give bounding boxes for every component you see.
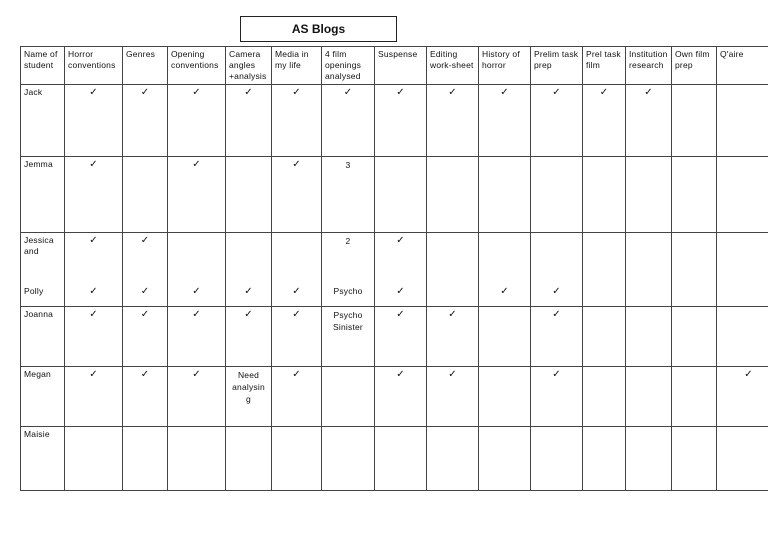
header-row [21, 47, 768, 85]
check-icon: ✓ [448, 87, 457, 98]
check-icon: ✓ [644, 87, 653, 98]
table-row [21, 307, 768, 367]
tick-cell [168, 367, 226, 427]
note-cell [322, 279, 375, 307]
tick-cell [375, 367, 427, 427]
check-icon: ✓ [140, 235, 150, 246]
empty-cell [272, 233, 322, 279]
check-icon: ✓ [89, 309, 98, 320]
table-row [21, 367, 768, 427]
check-icon: ✓ [89, 369, 98, 380]
tick-cell [427, 367, 479, 427]
empty-cell [583, 233, 626, 279]
check-icon: ✓ [89, 285, 98, 297]
empty-cell [322, 367, 375, 427]
empty-cell [272, 427, 322, 491]
column-header: Prelim task prep [531, 47, 583, 85]
empty-cell [427, 233, 479, 279]
column-header: Institution research [626, 47, 672, 85]
empty-cell [583, 367, 626, 427]
column-header: Name of student [21, 47, 65, 85]
empty-cell [123, 427, 168, 491]
empty-cell [427, 157, 479, 233]
column-header: Suspense [375, 47, 427, 85]
column-header: Prel task film [583, 47, 626, 85]
tick-cell [65, 85, 123, 157]
empty-cell [717, 233, 768, 279]
table-row [21, 279, 768, 307]
tick-cell [272, 85, 322, 157]
column-header: Opening conventions [168, 47, 226, 85]
check-icon: ✓ [396, 369, 405, 380]
empty-cell [375, 427, 427, 491]
empty-cell [479, 233, 531, 279]
check-icon: ✓ [396, 87, 405, 98]
check-icon: ✓ [140, 87, 150, 98]
check-icon: ✓ [599, 87, 609, 98]
column-header: Media in my life [272, 47, 322, 85]
student-name: Jessica and [21, 233, 65, 279]
tick-cell [479, 85, 531, 157]
tick-cell [168, 157, 226, 233]
tick-cell [123, 85, 168, 157]
check-icon: ✓ [89, 87, 98, 98]
tick-cell [65, 233, 123, 279]
cell-note: Need analysin g [232, 370, 265, 404]
table-row [21, 233, 768, 279]
column-header: History of horror [479, 47, 531, 85]
student-name: Polly [21, 279, 65, 307]
tick-cell [272, 367, 322, 427]
check-icon: ✓ [552, 285, 561, 297]
check-icon: ✓ [448, 369, 457, 380]
tick-cell [531, 85, 583, 157]
check-icon: ✓ [552, 87, 561, 98]
tick-cell [427, 307, 479, 367]
column-header: Genres [123, 47, 168, 85]
check-icon: ✓ [500, 285, 509, 297]
empty-cell [531, 233, 583, 279]
check-icon: ✓ [396, 235, 405, 246]
empty-cell [626, 427, 672, 491]
table-row [21, 157, 768, 233]
check-icon: ✓ [244, 285, 253, 297]
check-icon: ✓ [744, 369, 753, 380]
check-icon: ✓ [192, 159, 201, 170]
check-icon: ✓ [292, 87, 301, 98]
check-icon: ✓ [448, 309, 457, 320]
tick-cell [427, 85, 479, 157]
check-icon: ✓ [89, 159, 98, 170]
check-icon: ✓ [140, 309, 150, 320]
empty-cell [672, 427, 717, 491]
check-icon: ✓ [343, 87, 353, 98]
tick-cell [123, 367, 168, 427]
empty-cell [626, 233, 672, 279]
check-icon: ✓ [552, 309, 561, 320]
check-icon: ✓ [192, 285, 201, 297]
check-icon: ✓ [500, 87, 509, 98]
empty-cell [479, 157, 531, 233]
empty-cell [626, 157, 672, 233]
check-icon: ✓ [552, 369, 561, 380]
empty-cell [427, 279, 479, 307]
tick-cell [272, 157, 322, 233]
tick-cell [375, 233, 427, 279]
column-header: 4 film openings analysed [322, 47, 375, 85]
check-icon: ✓ [89, 235, 98, 246]
empty-cell [322, 427, 375, 491]
check-icon: ✓ [244, 87, 253, 98]
empty-cell [672, 85, 717, 157]
empty-cell [672, 279, 717, 307]
empty-cell [226, 157, 272, 233]
empty-cell [626, 367, 672, 427]
tick-cell [375, 307, 427, 367]
empty-cell [65, 427, 123, 491]
tick-cell [375, 85, 427, 157]
empty-cell [583, 427, 626, 491]
tick-cell [65, 307, 123, 367]
cell-note: Psycho [333, 286, 363, 297]
check-icon: ✓ [192, 87, 201, 98]
tick-cell [531, 307, 583, 367]
tick-cell [123, 233, 168, 279]
column-header: Editing work-sheet [427, 47, 479, 85]
empty-cell [226, 233, 272, 279]
empty-cell [479, 367, 531, 427]
column-header: Own film prep [672, 47, 717, 85]
note-cell [322, 233, 375, 279]
empty-cell [717, 279, 768, 307]
empty-cell [672, 157, 717, 233]
student-name: Jack [21, 85, 65, 157]
empty-cell [626, 307, 672, 367]
empty-cell [123, 157, 168, 233]
check-icon: ✓ [292, 159, 301, 170]
tick-cell [123, 307, 168, 367]
tick-cell [65, 279, 123, 307]
empty-cell [226, 427, 272, 491]
tick-cell [226, 307, 272, 367]
empty-cell [375, 157, 427, 233]
empty-cell [672, 367, 717, 427]
check-icon: ✓ [192, 369, 201, 380]
empty-cell [717, 307, 768, 367]
empty-cell [626, 279, 672, 307]
empty-cell [717, 157, 768, 233]
empty-cell [583, 307, 626, 367]
empty-cell [672, 233, 717, 279]
note-cell [226, 367, 272, 427]
tick-cell [168, 307, 226, 367]
tick-cell [226, 279, 272, 307]
note-cell [322, 307, 375, 367]
empty-cell [531, 157, 583, 233]
student-name: Jemma [21, 157, 65, 233]
column-header: Q'aire [717, 47, 768, 85]
tick-cell [375, 279, 427, 307]
cell-note: 2 [345, 236, 351, 246]
empty-cell [168, 427, 226, 491]
tick-cell [479, 279, 531, 307]
empty-cell [168, 233, 226, 279]
check-icon: ✓ [292, 285, 301, 297]
tick-cell [168, 85, 226, 157]
tick-cell [717, 367, 768, 427]
page-title: AS Blogs [240, 16, 397, 42]
tick-cell [272, 279, 322, 307]
student-name: Maisie [21, 427, 65, 491]
column-header: Horror conventions [65, 47, 123, 85]
tick-cell [168, 279, 226, 307]
student-name: Joanna [21, 307, 65, 367]
cell-note: Psycho Sinister [333, 310, 363, 332]
check-icon: ✓ [192, 309, 201, 320]
tick-cell [65, 157, 123, 233]
empty-cell [717, 427, 768, 491]
check-icon: ✓ [140, 285, 150, 297]
check-icon: ✓ [396, 309, 405, 320]
tick-cell [531, 279, 583, 307]
check-icon: ✓ [292, 309, 301, 320]
check-icon: ✓ [292, 369, 301, 380]
tick-cell [272, 307, 322, 367]
check-icon: ✓ [244, 309, 253, 320]
empty-cell [717, 85, 768, 157]
check-icon: ✓ [396, 285, 405, 297]
note-cell [322, 157, 375, 233]
student-name: Megan [21, 367, 65, 427]
tick-cell [583, 85, 626, 157]
tick-cell [123, 279, 168, 307]
table-row [21, 85, 768, 157]
tick-cell [626, 85, 672, 157]
empty-cell [583, 279, 626, 307]
tick-cell [226, 85, 272, 157]
empty-cell [531, 427, 583, 491]
empty-cell [427, 427, 479, 491]
tick-cell [65, 367, 123, 427]
empty-cell [479, 307, 531, 367]
empty-cell [672, 307, 717, 367]
column-header: Camera angles +analysis [226, 47, 272, 85]
check-icon: ✓ [140, 369, 150, 380]
empty-cell [479, 427, 531, 491]
cell-note: 3 [345, 160, 351, 170]
tick-cell [322, 85, 375, 157]
tick-cell [531, 367, 583, 427]
empty-cell [583, 157, 626, 233]
table-row [21, 427, 768, 491]
blog-checklist-table [20, 46, 768, 491]
